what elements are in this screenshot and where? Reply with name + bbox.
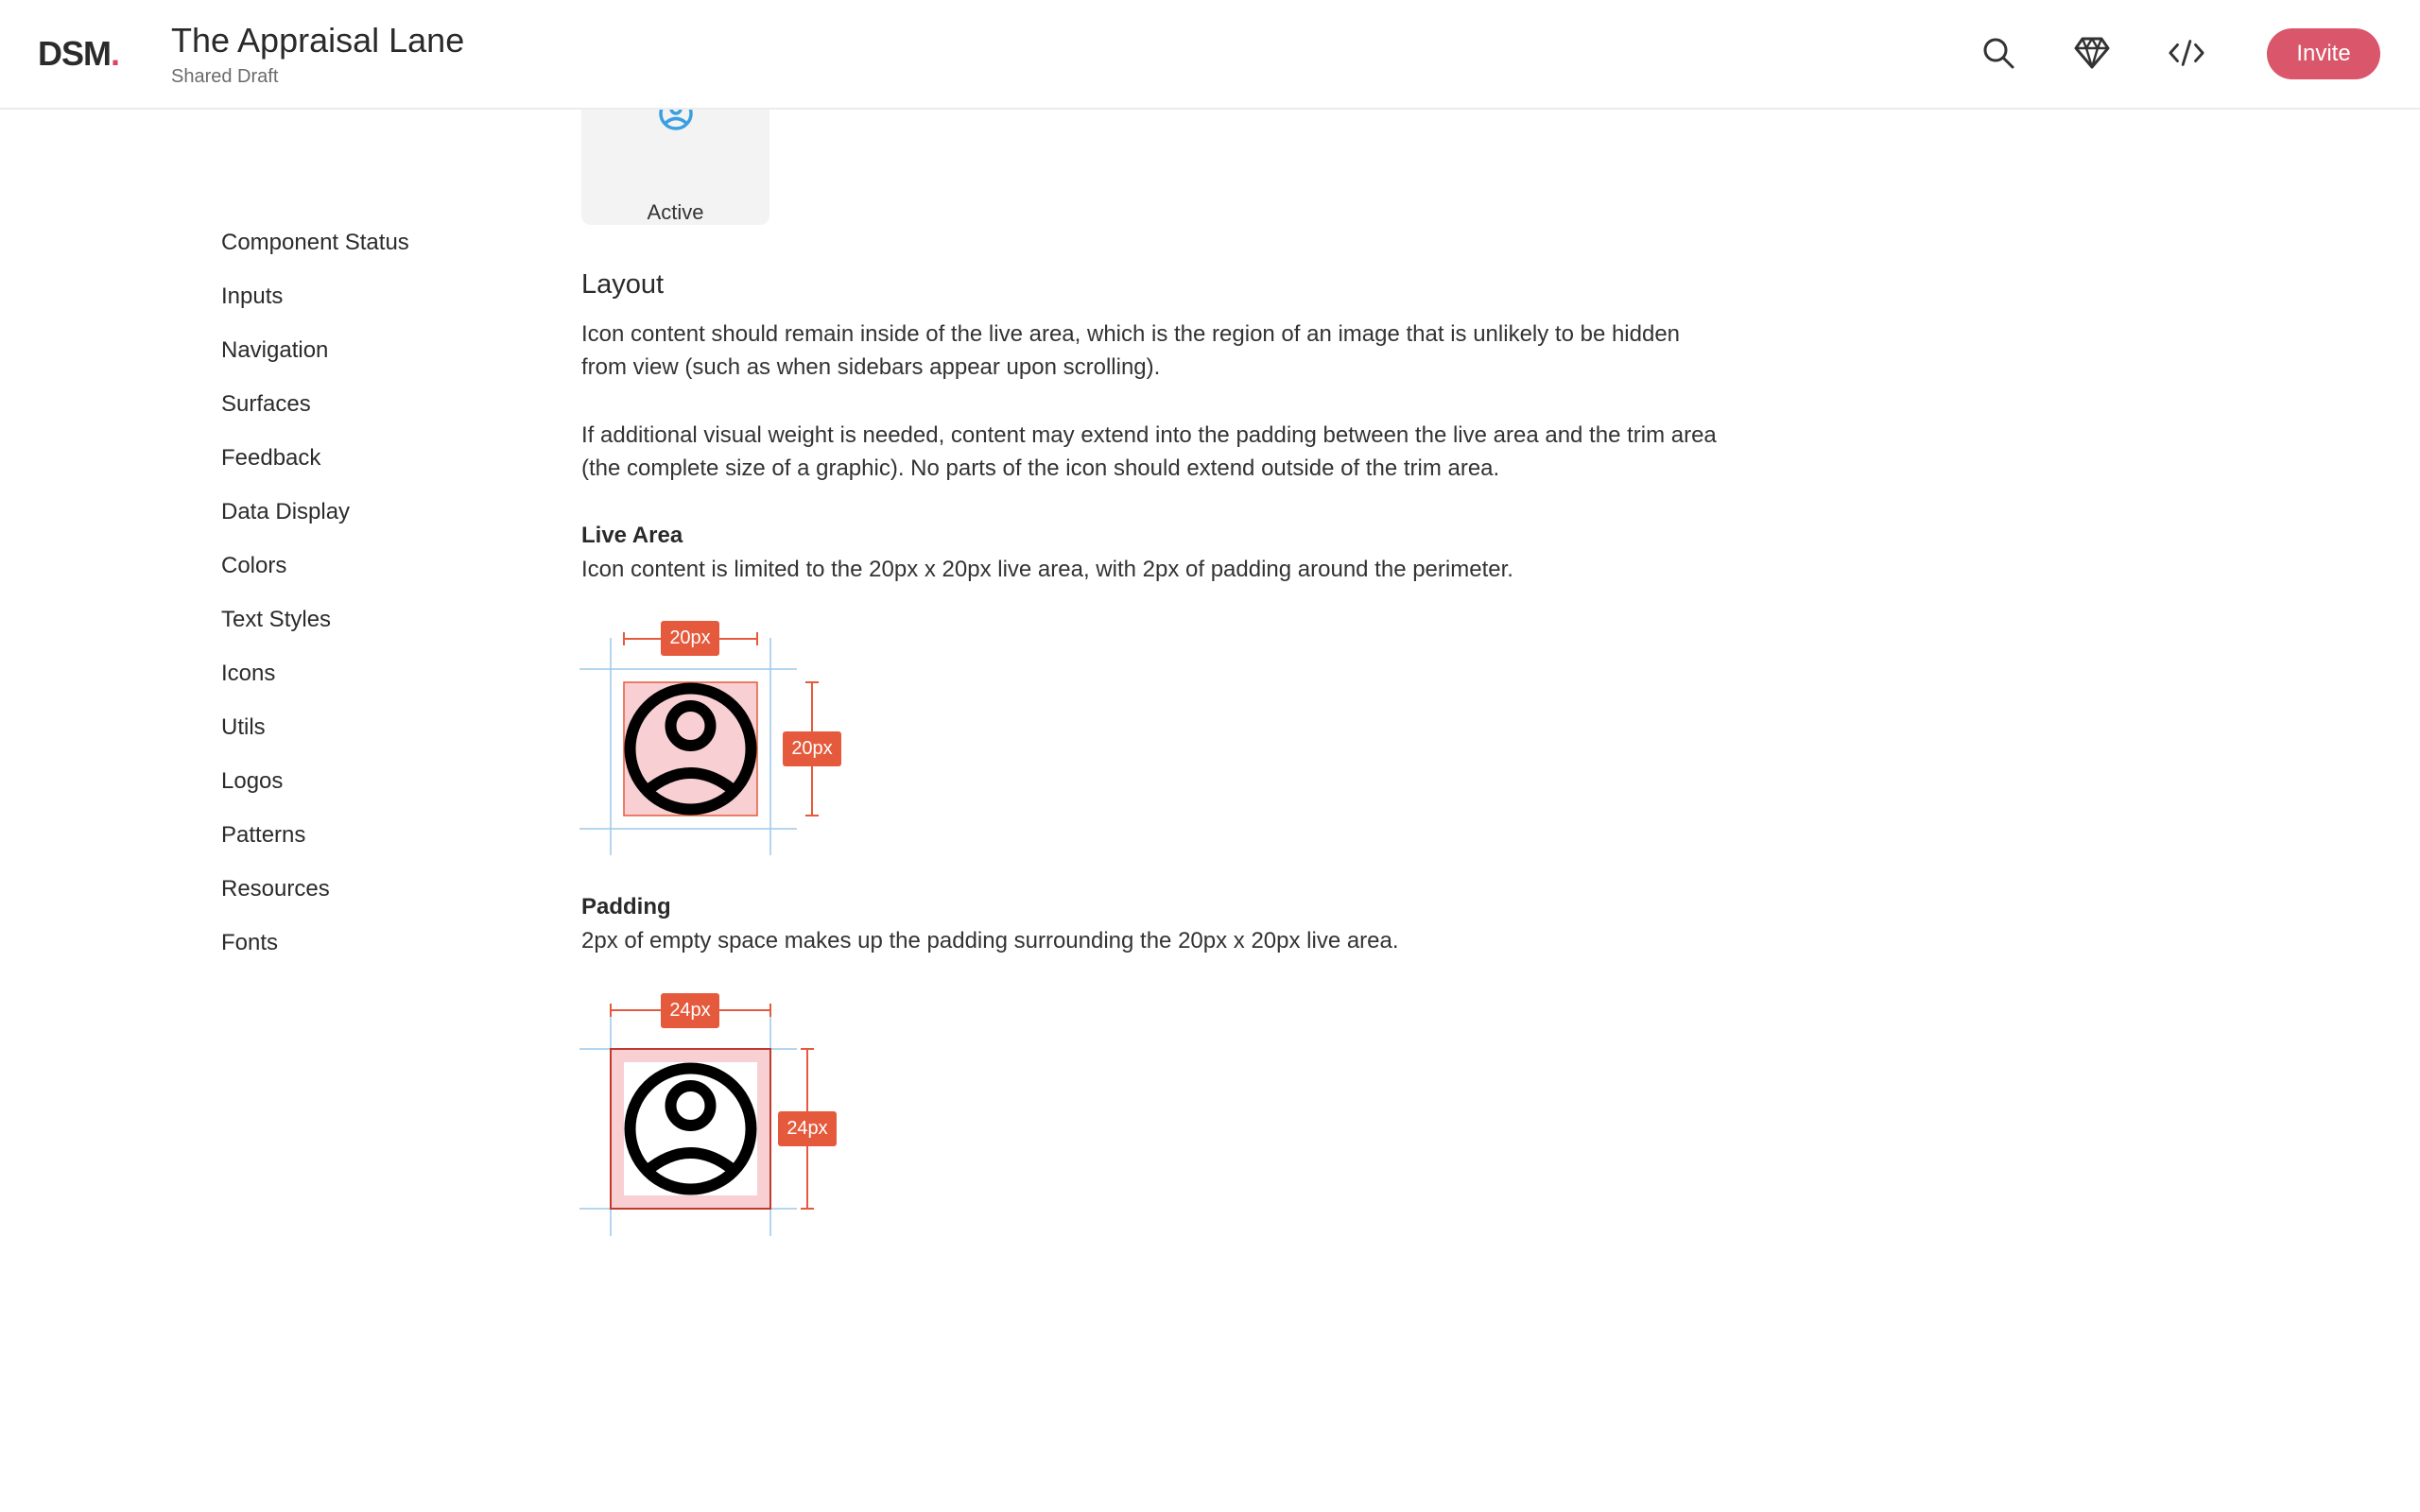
top-header: [0, 0, 2420, 110]
padding-diagram: [579, 990, 863, 1246]
sidebar-item-logos[interactable]: Logos: [221, 768, 284, 794]
code-icon[interactable]: [2168, 34, 2205, 72]
layout-paragraph-2-line-2: (the complete size of a graphic). No parts of the icon should extend outside of the trim area.: [581, 455, 1500, 481]
layout-paragraph-1-line-1: Icon content should remain inside of the live area, which is the region of an image that is unlikely to be hidden: [581, 321, 1681, 347]
padding-width-tag: 24px: [661, 993, 719, 1028]
live-area-description: Icon content is limited to the 20px x 20px live area, with 2px of padding around the perimeter.: [581, 557, 1513, 582]
sidebar-item-utils[interactable]: Utils: [221, 714, 266, 740]
sidebar-item-data-display[interactable]: Data Display: [221, 499, 351, 524]
live-area-diagram: [579, 619, 863, 865]
layout-paragraph-1: [581, 318, 1829, 384]
sidebar-item-navigation[interactable]: Navigation: [221, 337, 329, 363]
sidebar-item-fonts[interactable]: Fonts: [221, 930, 279, 955]
live-area-height-tag: 20px: [783, 731, 841, 766]
layout-paragraph-2-line-1: If additional visual weight is needed, content may extend into the padding between the live area and the trim area: [581, 422, 1717, 448]
search-icon[interactable]: [1979, 34, 2017, 72]
sidebar-item-feedback[interactable]: Feedback: [221, 445, 321, 471]
dsm-logo[interactable]: [38, 34, 119, 74]
live-area-heading: Live Area: [581, 523, 683, 548]
sketch-diamond-icon[interactable]: [2073, 34, 2111, 72]
padding-heading: Padding: [581, 894, 671, 919]
sidebar-item-surfaces[interactable]: Surfaces: [221, 391, 311, 417]
sidebar-item-colors[interactable]: Colors: [221, 553, 287, 578]
sidebar-item-patterns[interactable]: Patterns: [221, 822, 306, 848]
layout-paragraph-2: [581, 419, 1829, 485]
status-label: Active: [647, 200, 704, 224]
sidebar-item-resources[interactable]: Resources: [221, 876, 330, 902]
live-area-width-tag: 20px: [661, 621, 719, 656]
sidebar-item-icons[interactable]: Icons: [221, 661, 276, 686]
sidebar-nav: [221, 227, 409, 981]
project-subtitle: Shared Draft: [171, 66, 279, 87]
padding-description: 2px of empty space makes up the padding surrounding the 20px x 20px live area.: [581, 928, 1399, 954]
logo-dot: .: [111, 34, 120, 73]
logo-text: DSM: [38, 34, 111, 73]
sidebar-item-inputs[interactable]: Inputs: [221, 284, 284, 309]
invite-button[interactable]: Invite: [2267, 28, 2380, 79]
layout-paragraph-1-line-2: from view (such as when sidebars appear upon scrolling).: [581, 354, 1161, 380]
sidebar-item-component-status[interactable]: Component Status: [221, 230, 409, 255]
layout-heading: Layout: [581, 269, 665, 300]
project-title: The Appraisal Lane: [171, 21, 465, 60]
sidebar-item-text-styles[interactable]: Text Styles: [221, 607, 332, 632]
padding-height-tag: 24px: [778, 1111, 837, 1146]
